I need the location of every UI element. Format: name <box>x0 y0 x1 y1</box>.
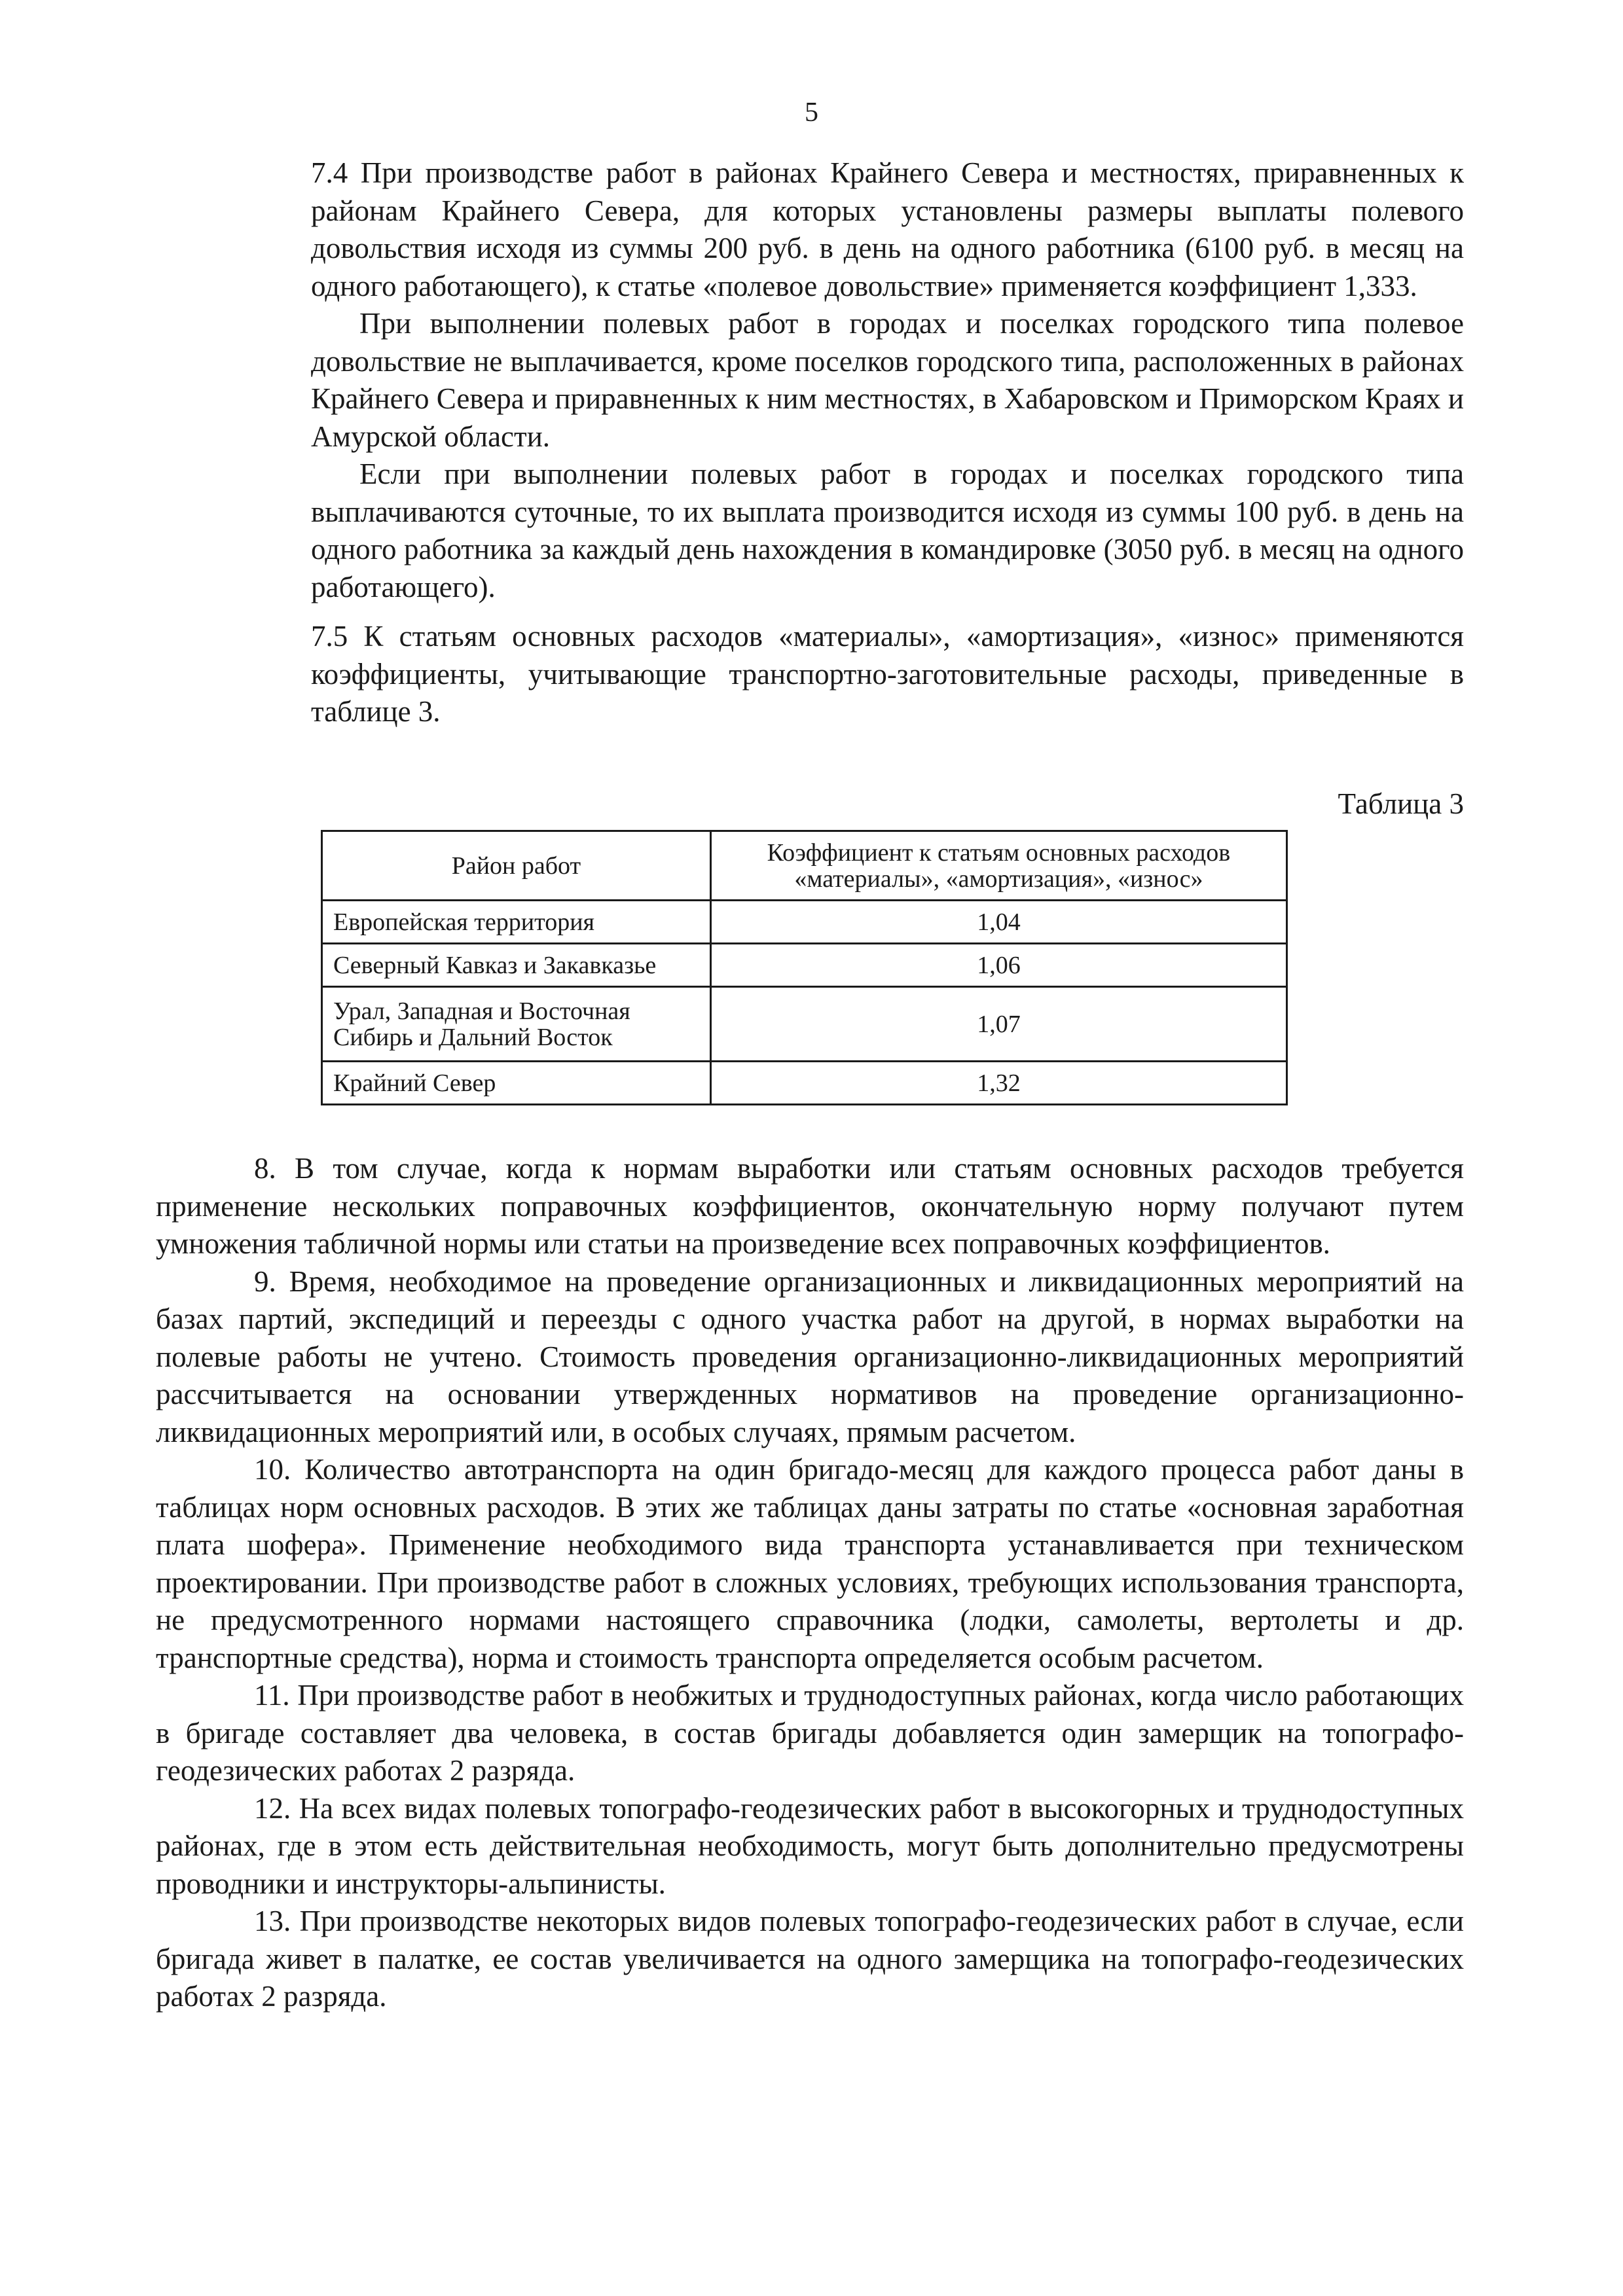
table-caption: Таблица 3 <box>1338 787 1464 820</box>
cell-coefficient: 1,32 <box>710 1062 1286 1105</box>
cell-coefficient: 1,04 <box>710 901 1286 944</box>
header-region: Район работ <box>322 831 711 901</box>
paragraph-12: 12. На всех видах полевых топографо-геодезических работ в высокогорных и труднодоступных районах, где в этом есть действительная необходимость, могут быть дополнительно предусмотрены проводники и инструкторы-альпинисты. <box>156 1791 1464 1900</box>
cell-coefficient: 1,06 <box>710 944 1286 987</box>
table-row <box>322 1062 1287 1105</box>
paragraph-9: 9. Время, необходимое на проведение организационных и ликвидационных мероприятий на базах партий, экспедиций и переезды с одного участка работ на другой, в нормах выработки на полевые работы не учтено. Стоимость проведения организационно-ликвидационных мероприятий рассчитывается на основании утвержденных нормативов на проведение организационно-ликвидационных мероприятий или, в особых случаях, прямым расчетом. <box>156 1265 1464 1448</box>
paragraph-11: 11. При производстве работ в необжитых и труднодоступных районах, когда число работающих в бригаде составляет два человека, в состав бригады добавляется один замерщик на топографо-геодезических работах 2 разряда. <box>156 1679 1464 1787</box>
section-7 <box>311 154 1464 731</box>
coefficients-table <box>321 830 1288 1105</box>
paragraph-8: 8. В том случае, когда к нормам выработки или статьям основных расходов требуется применение нескольких поправочных коэффициентов, окончательную норму получают путем умножения табличной нормы или статьи на произведение всех поправочных коэффициентов. <box>156 1152 1464 1260</box>
cell-region: Европейская территория <box>322 901 711 944</box>
cell-region: Крайний Север <box>322 1062 711 1105</box>
cell-region: Северный Кавказ и Закавказье <box>322 944 711 987</box>
header-coefficient: Коэффициент к статьям основных расходов «материалы», «амортизация», «износ» <box>710 831 1286 901</box>
paragraph-field-allowance: При выполнении полевых работ в городах и поселках городского типа полевое довольствие не выплачивается, кроме поселков городского типа, расположенных в районах Крайнего Севера и приравненных к ним местностях, в Хабаровском и Приморском Краях и Амурской области. <box>311 307 1464 453</box>
table-row <box>322 901 1287 944</box>
cell-region: Урал, Западная и Восточная Сибирь и Дальний Восток <box>322 987 711 1062</box>
paragraph-13: 13. При производстве некоторых видов полевых топографо-геодезических работ в случае, если бригада живет в палатке, ее состав увеличивается на одного замерщика на топографо-геодезических работах 2 разряда. <box>156 1905 1464 2013</box>
table-row <box>322 944 1287 987</box>
section-8-13 <box>156 1150 1464 2016</box>
table-header-row <box>322 831 1287 901</box>
table-row <box>322 987 1287 1062</box>
page-number: 5 <box>805 98 818 128</box>
cell-coefficient: 1,07 <box>710 987 1286 1062</box>
paragraph-10: 10. Количество автотранспорта на один бригадо-месяц для каждого процесса работ даны в таблицах норм основных расходов. В этих же таблицах даны затраты по статье «основная заработная плата шофера». Применение необходимого вида транспорта устанавливается при техническом проектировании. При производстве работ в сложных условиях, требующих использования транспорта, не предусмотренного нормами настоящего справочника (лодки, самолеты, вертолеты и др. транспортные средства), норма и стоимость транспорта определяется особым расчетом. <box>156 1453 1464 1674</box>
paragraph-7-4: 7.4 При производстве работ в районах Крайнего Севера и местностях, приравненных к районам Крайнего Севера, для которых установлены размеры выплаты полевого довольствия исходя из суммы 200 руб. в день на одного работника (6100 руб. в месяц на одного работающего), к статье «полевое довольствие» применяется коэффициент 1,333. <box>311 156 1464 302</box>
paragraph-daily-allowance: Если при выполнении полевых работ в городах и поселках городского типа выплачиваются суточные, то их выплата производится исходя из суммы 100 руб. в день на одного работника за каждый день нахождения в командировке (3050 руб. в месяц на одного работающего). <box>311 457 1464 603</box>
paragraph-7-5: 7.5 К статьям основных расходов «материалы», «амортизация», «износ» применяются коэффициенты, учитывающие транспортно-заготовительные расходы, приведенные в таблице 3. <box>311 620 1464 728</box>
